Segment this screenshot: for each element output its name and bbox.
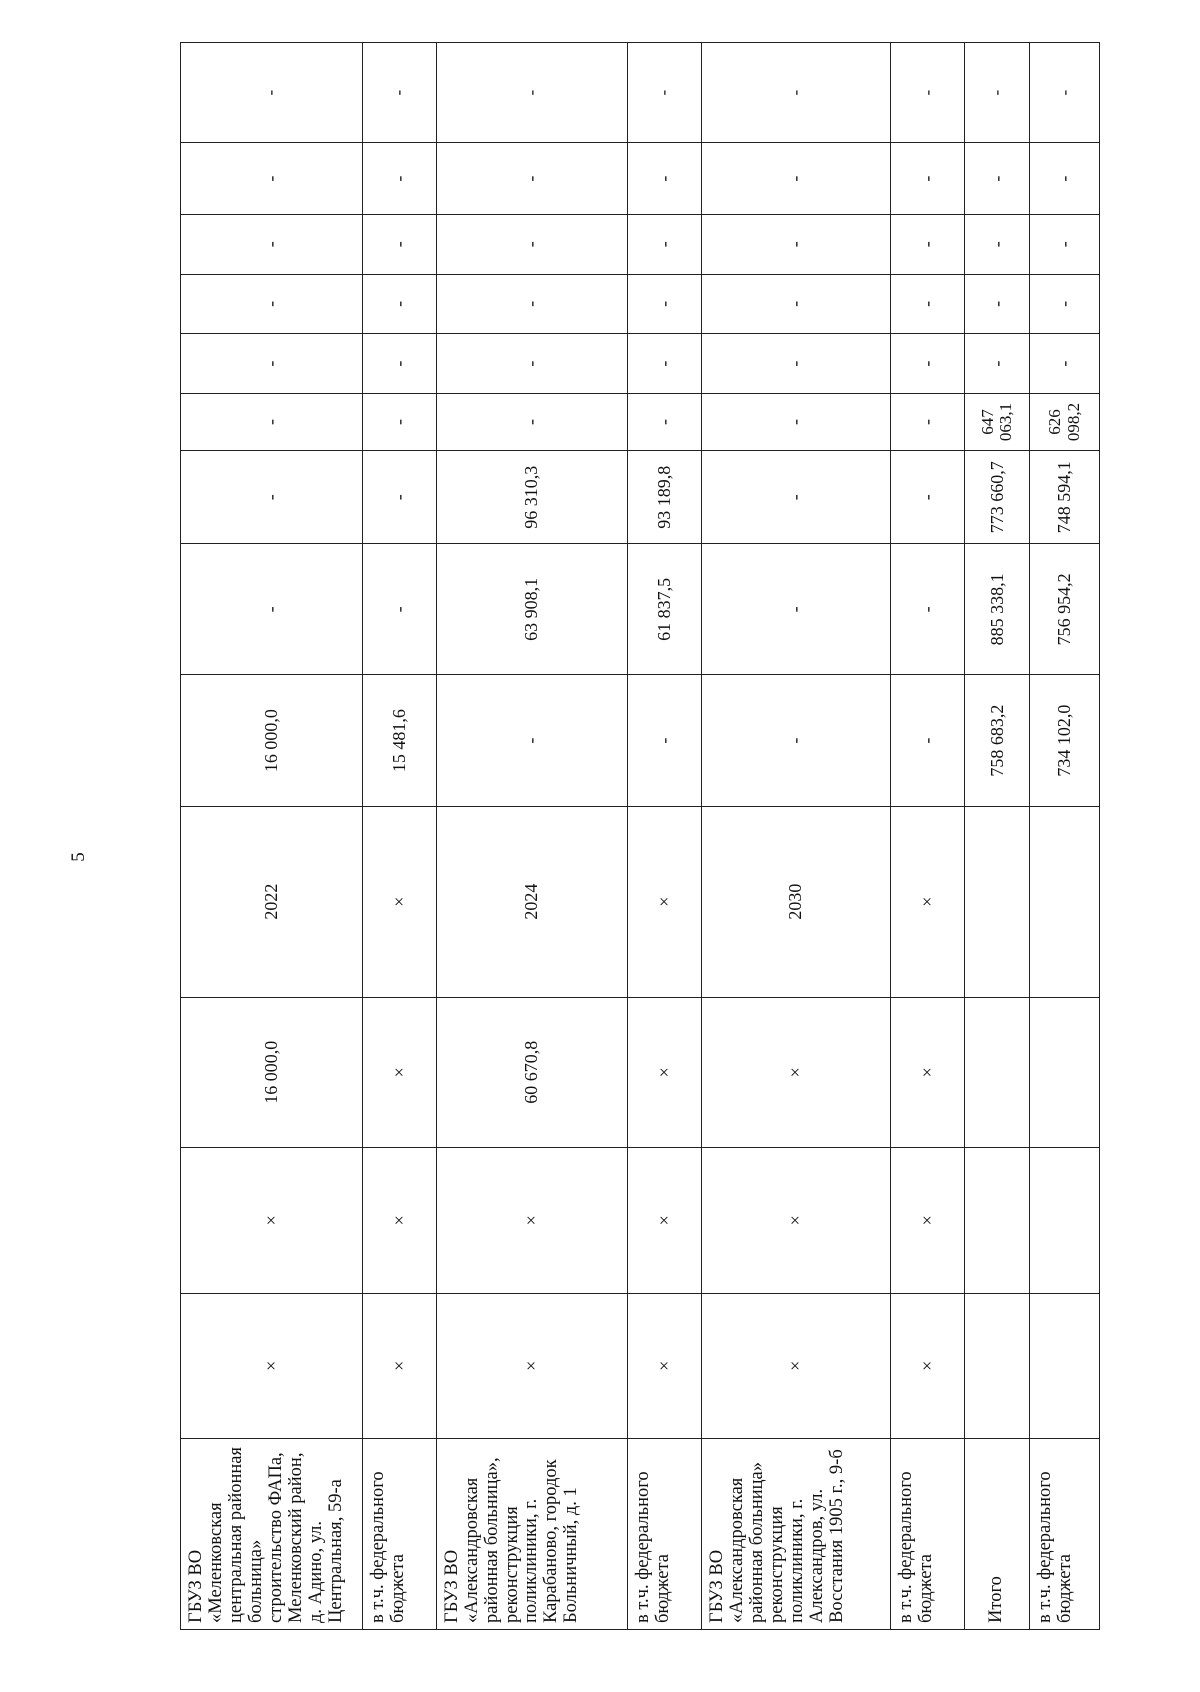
table-cell: - — [362, 43, 436, 143]
table-cell — [965, 1147, 1030, 1293]
row-name: ГБУЗ ВО «Александровская районная больница», реконструкция поликлиники, г. Карабаново, городок Больничный, д. 1 — [436, 1439, 628, 1630]
table-cell: 773 660,7 — [965, 451, 1030, 544]
table-cell: × — [891, 806, 965, 997]
table-cell: - — [891, 334, 965, 394]
table-cell: - — [1030, 43, 1100, 143]
table-row — [965, 43, 1030, 1630]
table-cell: - — [362, 334, 436, 394]
table-cell: - — [965, 214, 1030, 274]
row-name: Итого — [965, 1439, 1030, 1630]
table-cell: 756 954,2 — [1030, 544, 1100, 675]
table-cell: - — [1030, 334, 1100, 394]
table-cell: × — [891, 1147, 965, 1293]
table-cell: × — [362, 1293, 436, 1439]
table-cell: × — [891, 1293, 965, 1439]
table-row — [891, 43, 965, 1630]
table-cell: - — [965, 334, 1030, 394]
table-cell: - — [628, 675, 702, 806]
financing-table — [180, 42, 1100, 1630]
table-cell: - — [181, 393, 363, 450]
table-cell: × — [628, 1293, 702, 1439]
table-cell: - — [628, 393, 702, 450]
rotated-table-container — [180, 42, 1100, 1630]
table-cell: - — [181, 43, 363, 143]
row-name: в т.ч. федерального бюджета — [362, 1439, 436, 1630]
table-cell: - — [628, 334, 702, 394]
table-cell: - — [891, 544, 965, 675]
table-cell: × — [181, 1293, 363, 1439]
row-name: в т.ч. федерального бюджета — [1030, 1439, 1100, 1630]
table-cell: × — [628, 997, 702, 1147]
table-cell: - — [891, 214, 965, 274]
table-cell: - — [362, 214, 436, 274]
table-cell: - — [701, 214, 891, 274]
row-name: в т.ч. федерального бюджета — [891, 1439, 965, 1630]
table-row — [628, 43, 702, 1630]
table-cell: 60 670,8 — [436, 997, 628, 1147]
table-cell: × — [362, 806, 436, 997]
table-cell: 2022 — [181, 806, 363, 997]
table-cell — [1030, 806, 1100, 997]
table-cell: 96 310,3 — [436, 451, 628, 544]
table-cell: - — [628, 43, 702, 143]
table-cell: - — [362, 544, 436, 675]
table-cell: - — [701, 544, 891, 675]
table-cell: - — [362, 393, 436, 450]
row-name: ГБУЗ ВО «Александровская районная больница» реконструкция поликлиники, г. Александров, ул. Восстания 1905 г., 9-б — [701, 1439, 891, 1630]
table-cell: × — [891, 997, 965, 1147]
table-row — [701, 43, 891, 1630]
table-cell: × — [362, 997, 436, 1147]
table-cell: 16 000,0 — [181, 675, 363, 806]
table-cell: - — [628, 143, 702, 215]
table-cell: 885 338,1 — [965, 544, 1030, 675]
table-cell: 63 908,1 — [436, 544, 628, 675]
table-cell: × — [628, 1147, 702, 1293]
page-number: 5 — [68, 852, 89, 862]
table-cell: 15 481,6 — [362, 675, 436, 806]
table-cell: 734 102,0 — [1030, 675, 1100, 806]
table-cell: - — [891, 393, 965, 450]
table-cell: 2024 — [436, 806, 628, 997]
table-cell: × — [701, 997, 891, 1147]
table-cell: - — [362, 143, 436, 215]
table-cell: - — [965, 274, 1030, 334]
table-row — [181, 43, 363, 1630]
table-cell: - — [701, 274, 891, 334]
table-cell: - — [891, 675, 965, 806]
table-cell: 16 000,0 — [181, 997, 363, 1147]
table-cell: - — [701, 334, 891, 394]
table-cell: - — [628, 274, 702, 334]
table-cell: 758 683,2 — [965, 675, 1030, 806]
table-cell: × — [362, 1147, 436, 1293]
table-cell: - — [436, 43, 628, 143]
table-cell: 748 594,1 — [1030, 451, 1100, 544]
table-cell: - — [891, 143, 965, 215]
table-cell: - — [181, 143, 363, 215]
table-cell: - — [701, 675, 891, 806]
table-cell: 626 098,2 — [1030, 393, 1100, 450]
table-row — [362, 43, 436, 1630]
table-cell: - — [701, 451, 891, 544]
table-cell: × — [628, 806, 702, 997]
table-cell: - — [1030, 143, 1100, 215]
table-row — [1030, 43, 1100, 1630]
table-cell: - — [701, 143, 891, 215]
table-cell: - — [965, 143, 1030, 215]
table-cell: 61 837,5 — [628, 544, 702, 675]
table-cell — [1030, 1147, 1100, 1293]
table-cell — [965, 1293, 1030, 1439]
table-cell: × — [701, 1293, 891, 1439]
table-cell: × — [436, 1293, 628, 1439]
table-cell — [1030, 997, 1100, 1147]
table-cell: - — [1030, 274, 1100, 334]
table-cell — [1030, 1293, 1100, 1439]
table-cell: - — [891, 451, 965, 544]
row-name: в т.ч. федерального бюджета — [628, 1439, 702, 1630]
table-cell — [965, 997, 1030, 1147]
table-cell: - — [436, 675, 628, 806]
table-cell: - — [891, 43, 965, 143]
table-cell: - — [362, 451, 436, 544]
table-cell: - — [701, 393, 891, 450]
table-cell: - — [362, 274, 436, 334]
table-cell: - — [628, 214, 702, 274]
table-cell: - — [436, 274, 628, 334]
table-cell: - — [181, 334, 363, 394]
row-name: ГБУЗ ВО «Меленковская центральная районная больница» строительство ФАПа, Меленковский район, д. Адино, ул. Центральная, 59-а — [181, 1439, 363, 1630]
table-cell: - — [181, 544, 363, 675]
table-cell: - — [181, 274, 363, 334]
table-cell: - — [436, 214, 628, 274]
table-cell: 93 189,8 — [628, 451, 702, 544]
table-cell: - — [436, 334, 628, 394]
table-cell: - — [436, 143, 628, 215]
table-cell: - — [181, 451, 363, 544]
table-cell: - — [181, 214, 363, 274]
table-cell: - — [701, 43, 891, 143]
table-row — [436, 43, 628, 1630]
table-cell: × — [701, 1147, 891, 1293]
table-cell: 2030 — [701, 806, 891, 997]
table-cell — [965, 806, 1030, 997]
table-cell: - — [965, 43, 1030, 143]
table-cell: × — [436, 1147, 628, 1293]
table-cell: - — [891, 274, 965, 334]
table-cell: - — [436, 393, 628, 450]
table-cell: - — [1030, 214, 1100, 274]
table-cell: 647 063,1 — [965, 393, 1030, 450]
table-cell: × — [181, 1147, 363, 1293]
